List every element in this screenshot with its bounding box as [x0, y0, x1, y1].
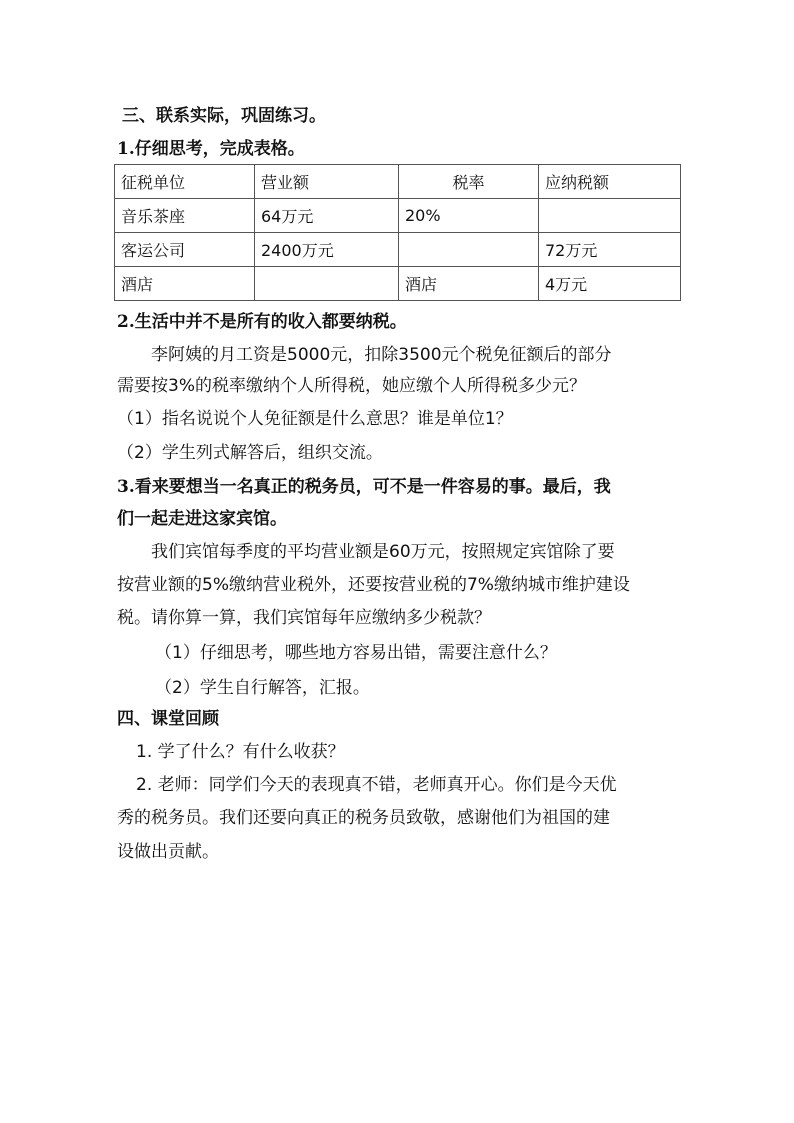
table-cell: 72万元 — [539, 233, 681, 267]
question-3-step: （2）学生自行解答，汇报。 — [155, 678, 370, 698]
question-3-title: 们一起走进这家宾馆。 — [117, 509, 287, 529]
question-1-title: 1.仔细思考，完成表格。 — [117, 139, 305, 159]
table-cell — [539, 199, 681, 233]
review-item: 秀的税务员。我们还要向真正的税务员致敬，感谢他们为祖国的建 — [117, 808, 610, 828]
table-cell: 2400万元 — [255, 233, 399, 267]
table-cell — [255, 267, 399, 301]
question-3-title: 3.看来要想当一名真正的税务员，可不是一件容易的事。最后，我 — [117, 477, 611, 497]
review-item: 1. 学了什么？有什么收获？ — [136, 742, 345, 762]
question-2-body: 需要按3%的税率缴纳个人所得税，她应缴个人所得税多少元？ — [117, 376, 586, 396]
question-2-step: （1）指名说说个人免征额是什么意思？谁是单位1？ — [117, 409, 513, 429]
table-cell: 酒店 — [399, 267, 539, 301]
table-cell: 64万元 — [255, 199, 399, 233]
table-cell: 客运公司 — [115, 233, 255, 267]
table-header-cell: 税率 — [399, 165, 539, 199]
table-cell: 音乐茶座 — [115, 199, 255, 233]
table-header-cell: 营业额 — [255, 165, 399, 199]
question-3-body: 按营业额的5%缴纳营业税外，还要按营业税的7%缴纳城市维护建设 — [117, 575, 630, 595]
table-header-cell: 应纳税额 — [539, 165, 681, 199]
review-item: 2. 老师：同学们今天的表现真不错，老师真开心。你们是今天优 — [136, 775, 617, 795]
table-cell: 20% — [399, 199, 539, 233]
table-row — [115, 199, 681, 233]
section-4-title: 四、课堂回顾 — [117, 709, 219, 729]
table-header-row — [115, 165, 681, 199]
question-2-title: 2.生活中并不是所有的收入都要纳税。 — [117, 312, 407, 332]
tax-table — [114, 164, 681, 301]
section-3-title: 三、联系实际，巩固练习。 — [122, 106, 326, 126]
table-cell — [399, 233, 539, 267]
question-2-step: （2）学生列式解答后，组织交流。 — [117, 443, 383, 463]
table-cell: 4万元 — [539, 267, 681, 301]
question-3-step: （1）仔细思考，哪些地方容易出错，需要注意什么？ — [155, 643, 557, 663]
table-row — [115, 267, 681, 301]
question-2-body: 李阿姨的月工资是5000元，扣除3500元个税免征额后的部分 — [151, 345, 612, 365]
question-3-body: 税。请你算一算，我们宾馆每年应缴纳多少税款？ — [117, 608, 491, 628]
review-item: 设做出贡献。 — [117, 842, 219, 862]
table-header-cell: 征税单位 — [115, 165, 255, 199]
table-cell: 酒店 — [115, 267, 255, 301]
table-row — [115, 233, 681, 267]
question-3-body: 我们宾馆每季度的平均营业额是60万元，按照规定宾馆除了要 — [151, 542, 615, 562]
